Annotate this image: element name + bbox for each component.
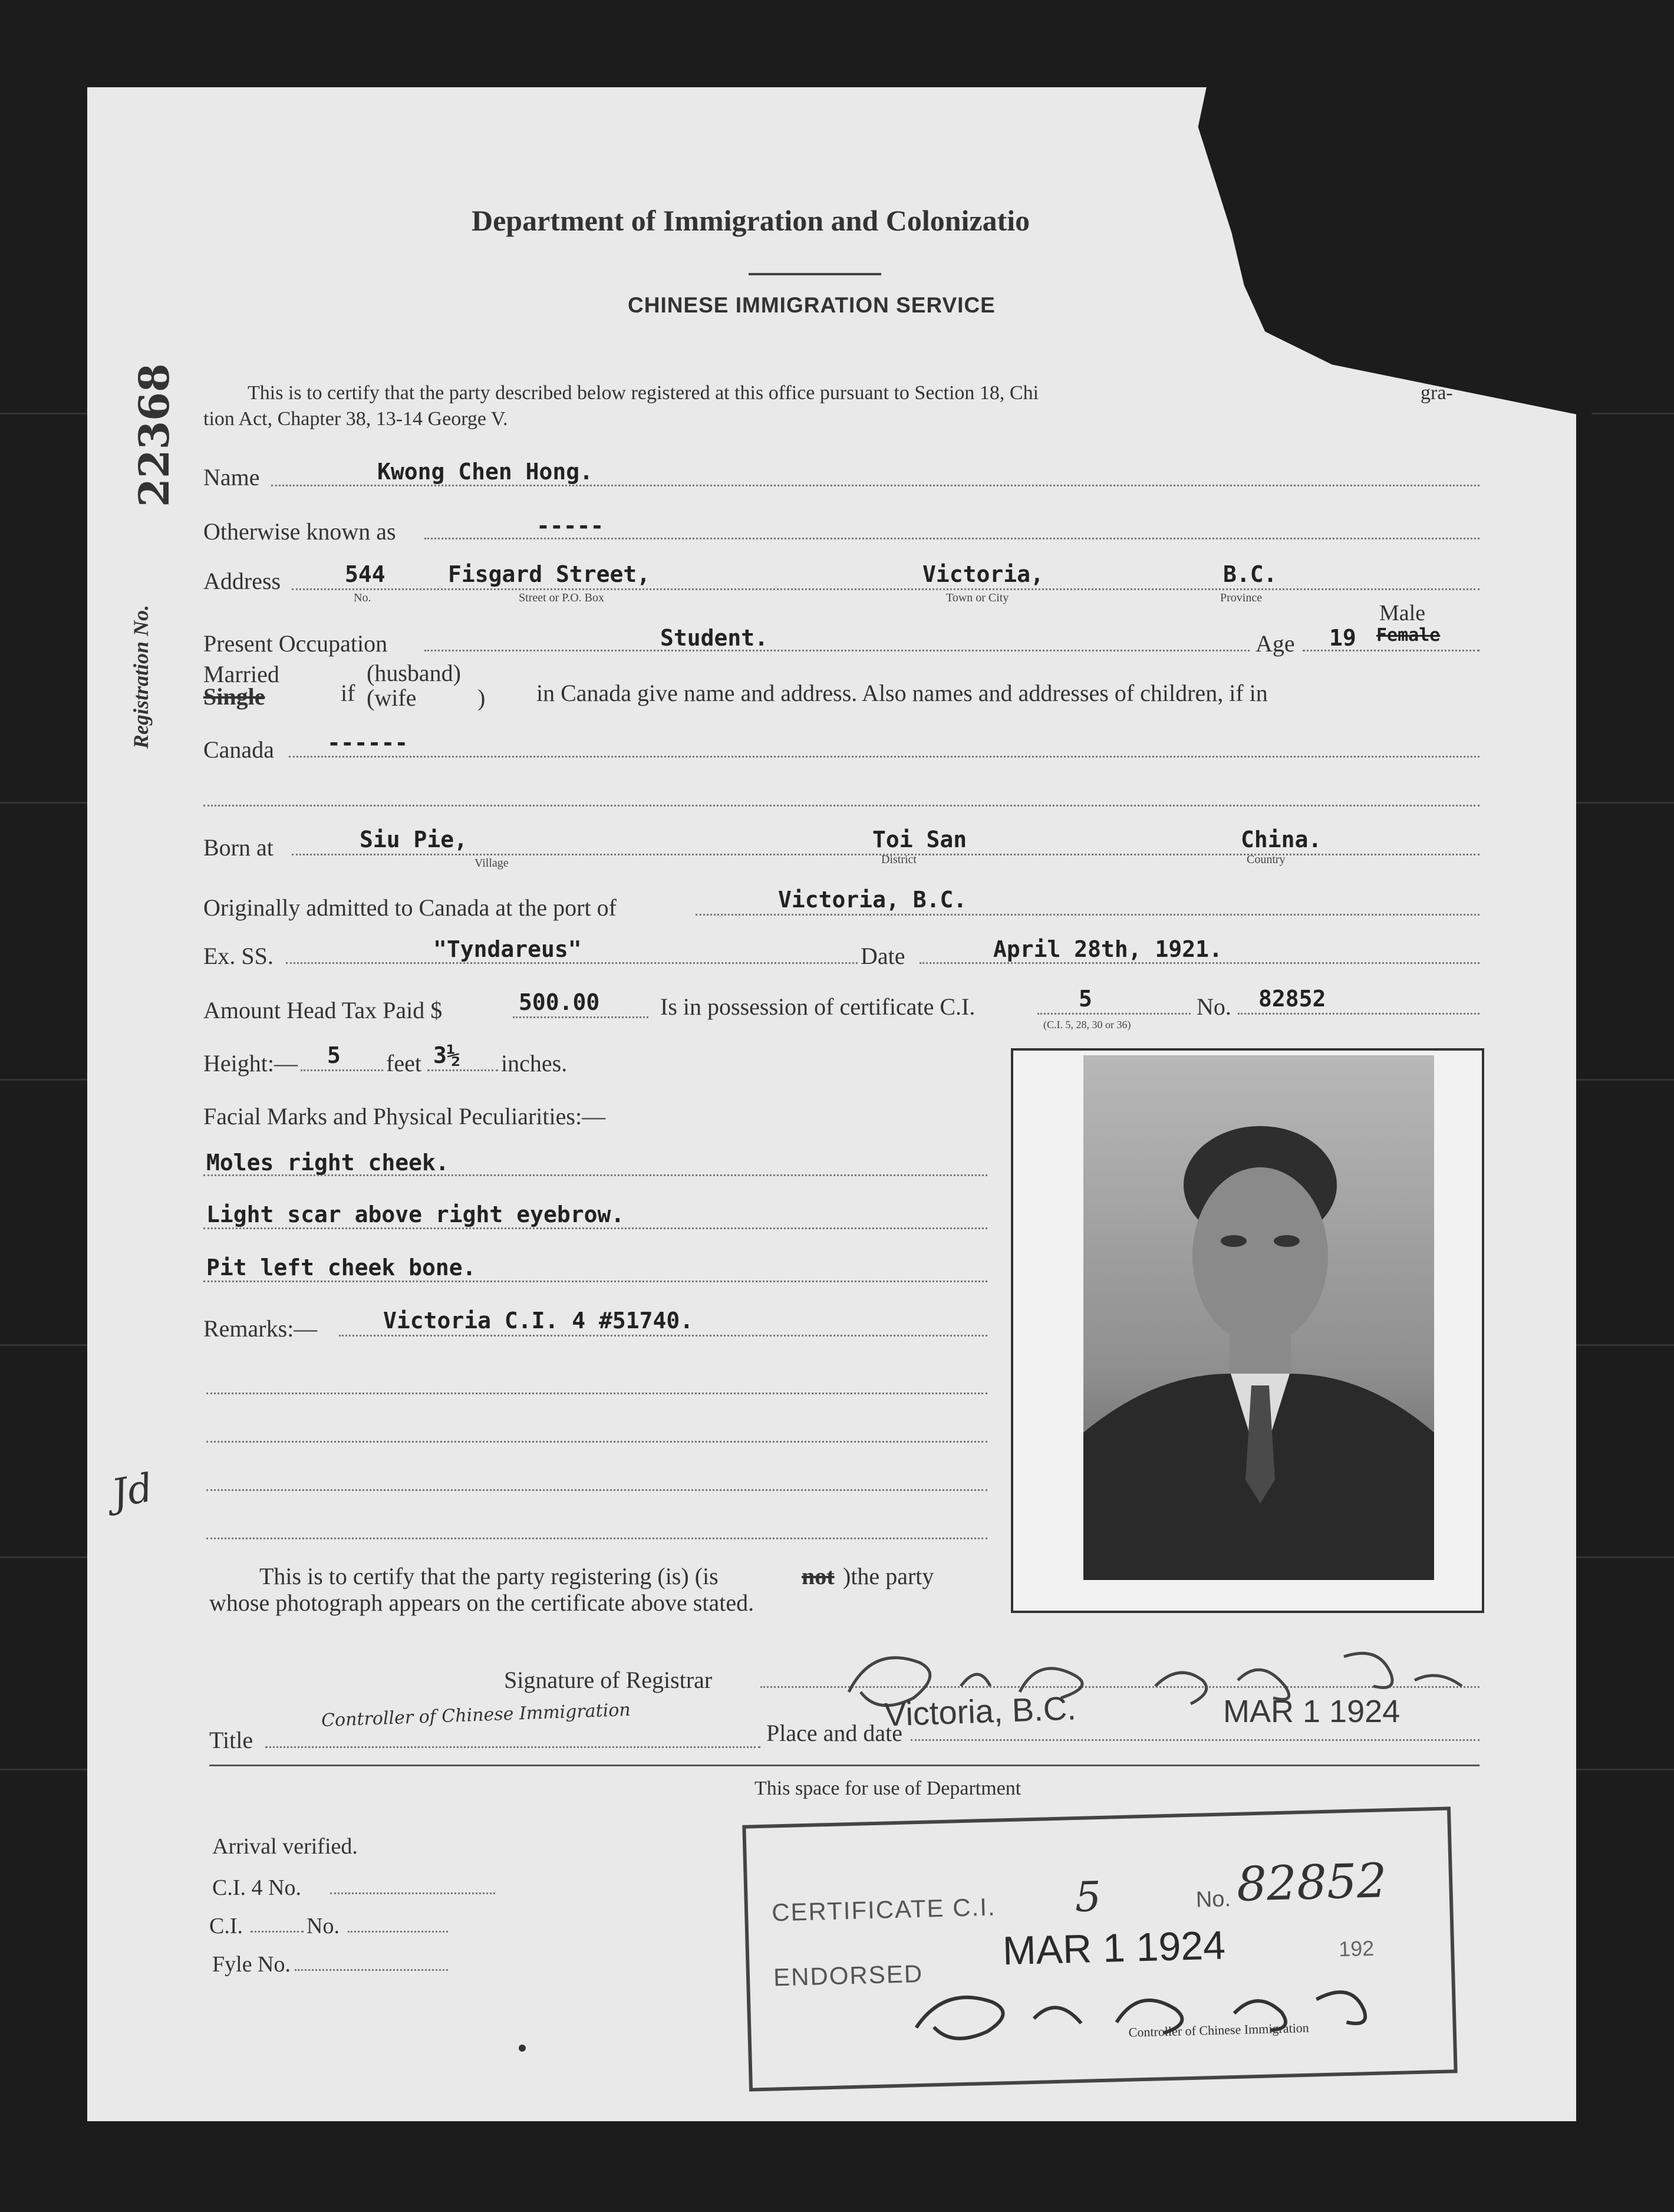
ci-blank-line bbox=[251, 1931, 304, 1933]
head-tax-value: 500.00 bbox=[519, 989, 600, 1015]
place-stamp: Victoria, B.C. bbox=[883, 1689, 1077, 1733]
ci-class-line bbox=[1037, 1013, 1191, 1015]
date-line bbox=[920, 962, 1479, 964]
stamp-endorsed-label: ENDORSED bbox=[773, 1959, 924, 1992]
occupation-label: Present Occupation bbox=[203, 630, 388, 657]
date-stamp: MAR 1 1924 bbox=[1223, 1694, 1401, 1729]
address-town-caption: Town or City bbox=[946, 591, 1009, 604]
remarks-value: Victoria C.I. 4 #51740. bbox=[383, 1308, 694, 1334]
remarks-line bbox=[339, 1335, 987, 1337]
ci4-label: C.I. 4 No. bbox=[212, 1875, 301, 1900]
certify2-struck: not bbox=[802, 1563, 835, 1589]
header-divider bbox=[749, 273, 881, 275]
remarks-extra-line-4 bbox=[206, 1538, 987, 1539]
district-caption: District bbox=[881, 853, 917, 866]
canada-line bbox=[289, 756, 1479, 758]
originally-label: Originally admitted to Canada at the port of bbox=[203, 894, 617, 921]
portrait-illustration bbox=[1083, 1055, 1434, 1580]
otherwise-value: ----- bbox=[536, 513, 604, 539]
certify-line-1: This is to certify that the party described below registered at this office pursuant to Section 18, Chi bbox=[248, 382, 1039, 404]
service-title: CHINESE IMMIGRATION SERVICE bbox=[628, 293, 996, 317]
address-label: Address bbox=[203, 568, 281, 594]
stamp-no-label: No. bbox=[1195, 1887, 1231, 1913]
head-tax-line bbox=[513, 1016, 648, 1018]
name-value: Kwong Chen Hong. bbox=[377, 459, 594, 485]
stamp-date: MAR 1 1924 bbox=[1002, 1923, 1226, 1974]
occupation-value: Student. bbox=[660, 625, 769, 651]
ci-class-value: 5 bbox=[1079, 986, 1092, 1012]
arrival-label: Arrival verified. bbox=[212, 1834, 358, 1859]
address-province-value: B.C. bbox=[1223, 561, 1277, 587]
wife-label: (wife bbox=[367, 684, 417, 711]
stamp-certificate-label: CERTIFICATE C.I. bbox=[771, 1892, 997, 1927]
title-line bbox=[265, 1746, 760, 1748]
paren-label: ) bbox=[477, 684, 486, 711]
born-country-value: China. bbox=[1241, 827, 1322, 852]
born-label: Born at bbox=[203, 834, 273, 861]
ci-note: (C.I. 5, 28, 30 or 36) bbox=[1043, 1019, 1131, 1031]
dept-space-label: This space for use of Department bbox=[754, 1778, 1021, 1799]
stamp-ci-class: 5 bbox=[1074, 1872, 1102, 1922]
feet-label: feet bbox=[386, 1050, 421, 1077]
address-street-value: Fisgard Street, bbox=[448, 561, 651, 587]
ink-dot bbox=[519, 2045, 526, 2052]
age-label: Age bbox=[1256, 630, 1295, 657]
ci4-line bbox=[330, 1892, 495, 1894]
fyle-line bbox=[295, 1969, 448, 1971]
otherwise-label: Otherwise known as bbox=[203, 518, 396, 545]
stamp-year-prefix: 192 bbox=[1338, 1936, 1375, 1961]
initials-mark: Jd bbox=[108, 1464, 156, 1517]
remarks-label: Remarks:— bbox=[203, 1315, 318, 1342]
department-title: Department of Immigration and Colonizatio bbox=[472, 204, 1030, 237]
single-label: Single bbox=[203, 683, 265, 710]
title-stamp: Controller of Chinese Immigration bbox=[321, 1699, 631, 1732]
address-no-value: 544 bbox=[345, 561, 385, 587]
name-label: Name bbox=[203, 464, 260, 491]
stamp-controller: Controller of Chinese Immigration bbox=[1128, 2020, 1310, 2040]
address-province-caption: Province bbox=[1220, 591, 1263, 604]
registration-label: Registration No. bbox=[129, 604, 153, 749]
head-tax-label: Amount Head Tax Paid $ bbox=[203, 997, 443, 1023]
ci-no-label: No. bbox=[1197, 993, 1231, 1020]
age-value: 19 bbox=[1329, 625, 1356, 651]
fyle-label: Fyle No. bbox=[212, 1952, 291, 1977]
signature-label: Signature of Registrar bbox=[504, 1667, 713, 1693]
possession-label: Is in possession of certificate C.I. bbox=[660, 993, 976, 1020]
husband-label: (husband) bbox=[367, 660, 461, 686]
certify-line-2: tion Act, Chapter 38, 13-14 George V. bbox=[203, 408, 508, 430]
certify2-line-2: whose photograph appears on the certificate above stated. bbox=[209, 1589, 754, 1616]
ci-number-value: 82852 bbox=[1258, 986, 1326, 1012]
dept-divider bbox=[209, 1765, 1479, 1766]
applicant-photo bbox=[1083, 1055, 1434, 1580]
name-line bbox=[271, 485, 1479, 486]
canada-extra-line bbox=[203, 805, 1479, 807]
ship-value: "Tyndareus" bbox=[433, 936, 582, 962]
address-no-caption: No. bbox=[354, 591, 371, 604]
endorsement-stamp bbox=[742, 1806, 1457, 2091]
stamp-number: 82852 bbox=[1235, 1853, 1388, 1912]
ci-no-line bbox=[1238, 1013, 1479, 1015]
country-caption: Country bbox=[1247, 853, 1286, 866]
canada-value: ------ bbox=[327, 730, 408, 756]
mark-1-value: Moles right cheek. bbox=[206, 1150, 449, 1176]
canada-instructions: in Canada give name and address. Also names and addresses of children, if in bbox=[536, 680, 1268, 706]
address-city-value: Victoria, bbox=[922, 561, 1044, 587]
mark-3-value: Pit left cheek bone. bbox=[206, 1255, 476, 1281]
height-feet-value: 5 bbox=[327, 1042, 341, 1068]
born-village-value: Siu Pie, bbox=[360, 827, 468, 852]
height-label: Height:— bbox=[203, 1050, 298, 1077]
place-date-line bbox=[911, 1739, 1479, 1741]
date-label: Date bbox=[861, 943, 905, 969]
mark-2-value: Light scar above right eyebrow. bbox=[206, 1202, 625, 1227]
ci-no-field-label: No. bbox=[307, 1914, 340, 1938]
title-label: Title bbox=[209, 1727, 253, 1753]
canada-label: Canada bbox=[203, 736, 274, 763]
date-value: April 28th, 1921. bbox=[993, 936, 1222, 962]
certify2-part-a: This is to certify that the party registering (is) (is bbox=[259, 1563, 719, 1589]
place-date-label: Place and date bbox=[766, 1720, 902, 1746]
village-caption: Village bbox=[474, 857, 509, 870]
mark-line-3 bbox=[203, 1281, 987, 1282]
inches-line bbox=[427, 1069, 498, 1071]
registration-number: 22368 bbox=[130, 363, 179, 507]
facial-label: Facial Marks and Physical Peculiarities:— bbox=[203, 1103, 606, 1130]
if-label: if bbox=[341, 680, 355, 706]
sex-struck: Female bbox=[1376, 625, 1441, 646]
originally-line bbox=[696, 914, 1479, 916]
inches-label: inches. bbox=[501, 1050, 568, 1077]
mark-line-2 bbox=[203, 1227, 987, 1229]
feet-line bbox=[301, 1069, 383, 1071]
ex-ss-label: Ex. SS. bbox=[203, 943, 273, 969]
ci-no-field-line bbox=[348, 1931, 448, 1933]
occupation-line bbox=[424, 650, 1250, 651]
ci-blank-label: C.I. bbox=[209, 1914, 243, 1938]
height-inches-value: 3½ bbox=[433, 1042, 460, 1068]
remarks-extra-line-2 bbox=[206, 1441, 987, 1443]
remarks-extra-line-3 bbox=[206, 1489, 987, 1491]
certify2-part-b: )the party bbox=[843, 1563, 934, 1589]
remarks-extra-line-1 bbox=[206, 1393, 987, 1394]
address-street-caption: Street or P.O. Box bbox=[519, 591, 604, 604]
certify-line-1-end: gra- bbox=[1421, 382, 1453, 404]
sex-value: Male bbox=[1379, 601, 1426, 626]
port-value: Victoria, B.C. bbox=[778, 887, 967, 913]
ex-ss-line bbox=[286, 962, 858, 964]
married-label: Married bbox=[203, 661, 279, 687]
address-line bbox=[292, 588, 1479, 590]
born-district-value: Toi San bbox=[872, 827, 967, 852]
